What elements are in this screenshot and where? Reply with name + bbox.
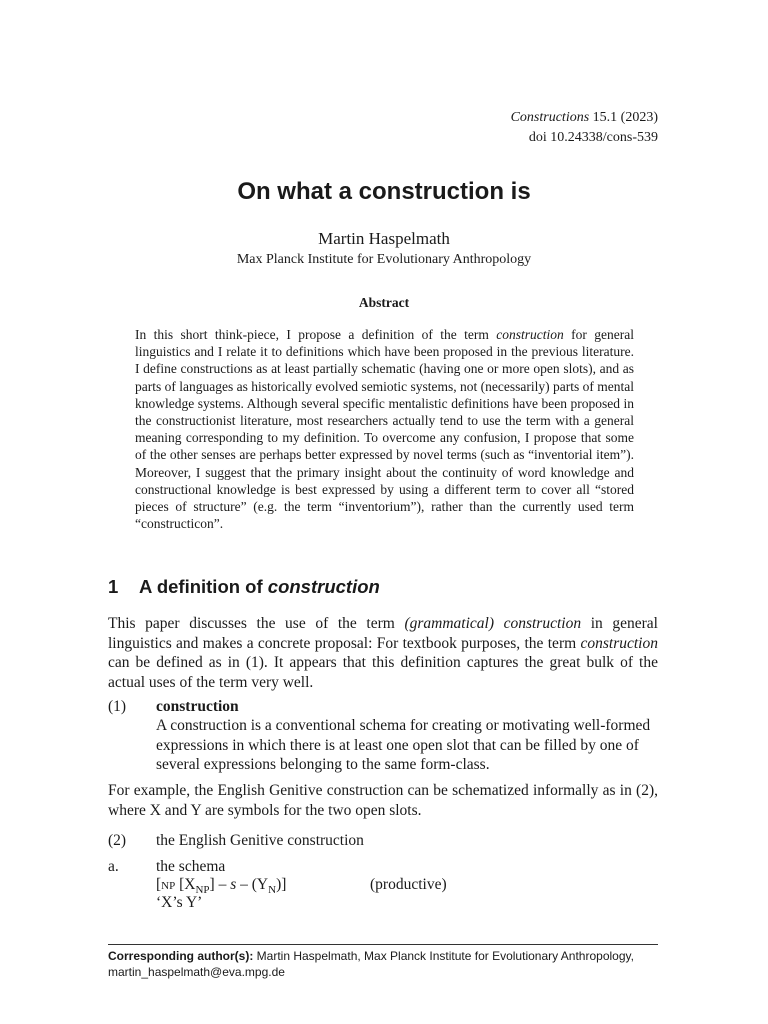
para1-text-2: in general linguistics and makes a concrete proposal: For textbook purposes, the term: [108, 615, 658, 652]
section-title-plain: A definition of: [139, 576, 268, 597]
journal-info: [511, 108, 658, 148]
schema-y-n: N: [268, 884, 277, 897]
example-1-number: (1): [108, 698, 127, 715]
footnote-label: Corresponding author(s):: [108, 949, 254, 963]
productive-note: (productive): [370, 876, 447, 893]
example-2a-label: a.: [108, 858, 119, 875]
genitive-gloss: ‘X’s Y’: [156, 894, 203, 911]
schema-close: )]: [276, 876, 287, 893]
section-number: 1: [108, 576, 119, 597]
abstract-heading: Abstract: [358, 295, 410, 310]
section-title-italic: construction: [267, 576, 380, 597]
schema-s: s: [230, 876, 237, 893]
paper-title: On what a construction is: [237, 178, 531, 205]
example-2a-title: the schema: [156, 858, 226, 875]
para1-italic-1: (grammatical) construction: [404, 615, 582, 632]
example-1-definition: A construction is a conventional schema for creating or motivating well-formed expressions in which there is at least one open slot that can be filled by one of several expressions belonging to the same form-class.: [156, 717, 651, 774]
example-1-term: construction: [156, 698, 239, 715]
para1-italic-2: construction: [580, 634, 658, 652]
para1-text-1: This paper discusses the use of the term: [108, 615, 405, 632]
schema-middle: ] –: [209, 876, 231, 893]
paragraph-2: For example, the English Genitive construction can be schematized informally as in (2), where X and Y are symbols for the two open slots.: [108, 782, 658, 819]
author-name: Martin Haspelmath: [318, 229, 450, 248]
abstract-text-2: for general linguistics and I relate it to definitions which have been proposed in the previous literature. I define constructions as at least partially schematic (having one or more open slots), and as parts of languages as historically evolved semiotic systems, not (necessarily) parts of mental knowledge systems. Although several specific mentalistic definitions have been proposed in the constructionist literature, most researchers actually tend to use the term with a general meaning corresponding to my definition. To overcome any confusion, I propose that some of the other senses are perhaps better expressed by novel terms (such as “inventorial item”). Moreover, I suggest that the primary insight about the continuity of word knowledge and constructional knowledge is best expressed by using a different term to cover all “stored pieces of structure” (e.g. the term “inventorium”), rather than the currently used term “constructicon”.: [135, 327, 634, 532]
paragraph-1: [108, 614, 658, 692]
example-2-number: (2): [108, 832, 127, 849]
schema-x-np: NP: [195, 884, 210, 897]
schema-open: [: [156, 876, 162, 893]
abstract-term: construction: [496, 327, 564, 342]
footnote-rule: [108, 944, 658, 945]
schema-np: NP: [161, 880, 176, 892]
section-heading: [108, 576, 380, 598]
schema-x: [X: [175, 876, 196, 893]
doi: doi 10.24338/cons-539: [528, 130, 658, 145]
para1-text-3: can be defined as in (1). It appears that this definition captures the great bulk of the actual uses of the term very well.: [108, 654, 658, 691]
example-2-title: the English Genitive construction: [156, 832, 364, 849]
footnote-text: Martin Haspelmath, Max Planck Institute for Evolutionary Anthropology, martin_haspelmath@eva.mpg.de: [108, 949, 634, 979]
schema-y: – (Y: [236, 876, 269, 893]
abstract-text-1: In this short think-piece, I propose a definition of the term: [135, 327, 497, 342]
journal-name: Constructions: [510, 110, 590, 125]
corresponding-author-note: [108, 948, 668, 980]
abstract-body: [135, 326, 634, 532]
volume-year: 15.1 (2023): [592, 110, 658, 125]
author-affiliation: Max Planck Institute for Evolutionary Anthropology: [236, 252, 532, 267]
